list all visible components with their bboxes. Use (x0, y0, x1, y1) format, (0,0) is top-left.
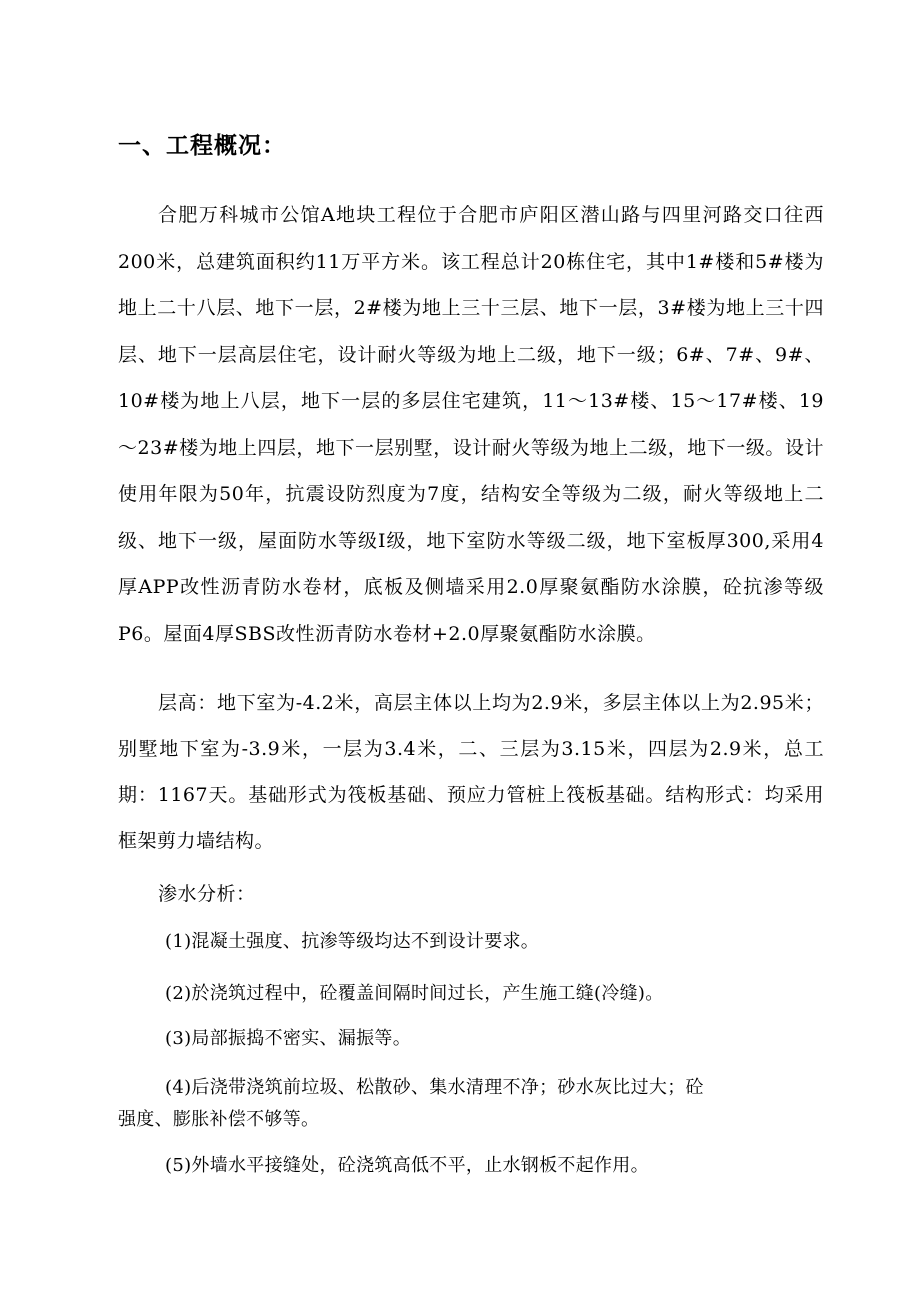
seepage-analysis-title: 渗水分析： (158, 883, 256, 905)
project-overview-paragraph: 合肥万科城市公馆A地块工程位于合肥市庐阳区潜山路与四里河路交口往西200米，总建筑面积约11万平方米。该工程总计20栋住宅，其中1#楼和5#楼为地上二十八层、地下一层，2#楼为地上三十三层、地下一层，3#楼为地上三十四层、地下一层高层住宅，设计耐火等级为地上二级，地下一级；6#、7#、9#、10#楼为地上八层，地下一层的多层住宅建筑，11～13#楼、15～17#楼、19～23#楼为地上四层，地下一层别墅，设计耐火等级为地上二级，地下一级。设计使用年限为50年，抗震设防烈度为7度，结构安全等级为二级，耐火等级地上二级、地下一级，屋面防水等级I级，地下室防水等级二级，地下室板厚300,采用4厚APP改性沥青防水卷材，底板及侧墙采用2.0厚聚氨酯防水涂膜，砼抗渗等级P6。屋面4厚SBS改性沥青防水卷材+2.0厚聚氨酯防水涂膜。 (118, 204, 824, 645)
analysis-item-5: (5)外墙水平接缝处，砼浇筑高低不平，止水钢板不起作用。 (165, 1155, 649, 1176)
analysis-item-1: (1)混凝土强度、抗渗等级均达不到设计要求。 (165, 931, 540, 952)
analysis-item-3: (3)局部振捣不密实、漏振等。 (165, 1028, 411, 1049)
analysis-item-4: (4)后浇带浇筑前垃圾、松散砂、集水清理不净；砂水灰比过大；砼 (165, 1077, 704, 1098)
section-heading: 一、工程概况： (118, 133, 286, 159)
analysis-item-2: (2)於浇筑过程中，砼覆盖间隔时间过长，产生施工缝(冷缝)。 (165, 983, 664, 1004)
analysis-item-4-continued: 强度、膨胀补偿不够等。 (118, 1109, 320, 1130)
floor-heights-paragraph: 层高：地下室为-4.2米，高层主体以上均为2.9米，多层主体以上为2.95米；别墅地下室为-3.9米，一层为3.4米，二、三层为3.15米，四层为2.9米，总工期：1167天。基础形式为筏板基础、预应力管桩上筏板基础。结构形式：均采用框架剪力墙结构。 (118, 692, 824, 852)
